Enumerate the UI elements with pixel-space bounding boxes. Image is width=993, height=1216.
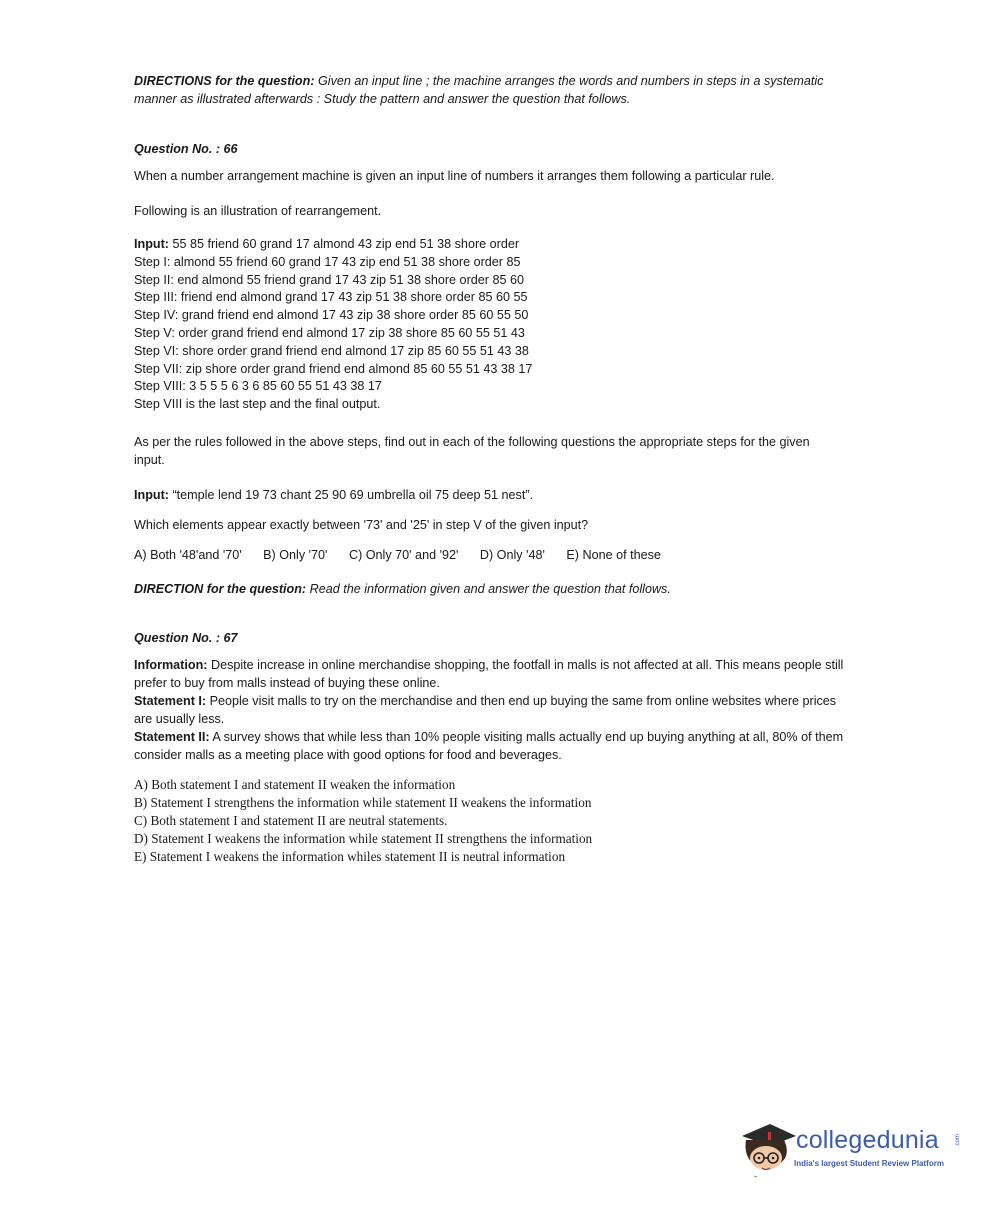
q67-s2-label: Statement II: — [134, 729, 210, 744]
q66-given-input-text: “temple lend 19 73 chant 25 90 69 umbrella oil 75 deep 51 nest”. — [168, 487, 534, 502]
step-line: Step IV: grand friend end almond 17 43 zip 38 shore order 85 60 55 50 — [134, 308, 529, 323]
document-page — [134, 72, 904, 866]
q66-option-d: D) Only '48' — [479, 547, 545, 562]
directions-text-cont: manner as illustrated afterwards : Study the pattern and answer the question that follows. — [134, 92, 631, 106]
step-line: Step I: almond 55 friend 60 grand 17 43 zip end 51 38 shore order 85 — [134, 254, 521, 269]
step-line: Step II: end almond 55 friend grand 17 43 zip 51 38 shore order 85 60 — [134, 272, 524, 287]
logo-com: .com — [955, 1134, 961, 1148]
q66-input-text: 55 85 friend 60 grand 17 almond 43 zip end 51 38 shore order — [168, 237, 520, 251]
q66-option-a: A) Both '48'and '70' — [134, 547, 242, 562]
q67-statement-1 — [134, 692, 904, 710]
q67-s2-text: A survey shows that while less than 10% people visiting malls actually end up buying anything at all, 80% of them — [209, 729, 844, 744]
q66-rules-text: As per the rules followed in the above steps, find out in each of the following questions the appropriate steps for the given — [134, 434, 810, 449]
q67-s1-label: Statement I: — [134, 693, 207, 708]
q67-s1-text: People visit malls to try on the merchandise and then end up buying the same from online websites where prices — [206, 693, 837, 708]
direction-heading-2 — [134, 580, 904, 598]
q66-input-line — [134, 236, 904, 254]
q67-statement-2-cont: consider malls as a meeting place with good options for food and beverages. — [134, 747, 562, 762]
step-line: Step VIII: 3 5 5 5 6 3 6 85 60 55 51 43 38 17 — [134, 379, 382, 394]
q67-option-a: A) Both statement I and statement II weaken the information — [134, 776, 456, 792]
direction-label-2: DIRECTION for the question: — [134, 581, 307, 596]
q67-option-c: C) Both statement I and statement II are neutral statements. — [134, 812, 448, 828]
directions-heading — [134, 72, 904, 90]
q66-options — [134, 546, 904, 564]
logo-wordmark: collegedunia — [796, 1126, 939, 1154]
q66-given-input — [134, 486, 904, 504]
directions-text: Given an input line ; the machine arranges the words and numbers in steps in a systematic — [314, 74, 824, 88]
step-line: Step VI: shore order grand friend end almond 17 zip 85 60 55 51 43 38 — [134, 343, 529, 358]
student-mascot-icon — [738, 1106, 798, 1186]
q67-information-cont: prefer to buy from malls instead of buying these online. — [134, 675, 440, 690]
q67-info-text: Despite increase in online merchandise shopping, the footfall in malls is not affected at all. This means people still — [207, 657, 844, 672]
q66-given-input-label: Input: — [134, 487, 169, 502]
q67-info-label: Information: — [134, 657, 208, 672]
q66-rules-text-cont: input. — [134, 452, 165, 467]
q66-illustration-note: Following is an illustration of rearrangement. — [134, 204, 382, 218]
q67-statement-1-cont: are usually less. — [134, 711, 225, 726]
question-number-66: Question No. : 66 — [134, 142, 238, 156]
q67-option-d: D) Statement I weakens the information while statement II strengthens the information — [134, 830, 593, 846]
logo-tagline: India's largest Student Review Platform — [794, 1159, 944, 1168]
collegedunia-logo — [738, 1106, 968, 1186]
q66-input-label: Input: — [134, 237, 169, 251]
q67-options — [134, 776, 904, 866]
q67-option-e: E) Statement I weakens the information whiles statement II is neutral information — [134, 848, 566, 864]
q66-option-e: E) None of these — [566, 547, 661, 562]
q66-option-b: B) Only '70' — [263, 547, 328, 562]
step-line-final-note: Step VIII is the last step and the final output. — [134, 397, 381, 412]
q66-question: Which elements appear exactly between '73' and '25' in step V of the given input? — [134, 517, 589, 532]
q67-statement-2 — [134, 728, 904, 746]
direction-text-2: Read the information given and answer the question that follows. — [306, 581, 671, 596]
q67-information — [134, 656, 904, 674]
step-line: Step III: friend end almond grand 17 43 zip 51 38 shore order 85 60 55 — [134, 290, 528, 305]
q66-intro: When a number arrangement machine is given an input line of numbers it arranges them following a particular rule. — [134, 169, 775, 183]
q66-option-c: C) Only 70' and '92' — [348, 547, 459, 562]
directions-label: DIRECTIONS for the question: — [134, 74, 315, 88]
q67-option-b: B) Statement I strengthens the information while statement II weakens the information — [134, 794, 592, 810]
step-line: Step VII: zip shore order grand friend end almond 85 60 55 51 43 38 17 — [134, 361, 533, 376]
question-number-67: Question No. : 67 — [134, 630, 238, 645]
q66-steps — [134, 236, 904, 414]
step-line: Step V: order grand friend end almond 17 zip 38 shore 85 60 55 51 43 — [134, 325, 525, 340]
